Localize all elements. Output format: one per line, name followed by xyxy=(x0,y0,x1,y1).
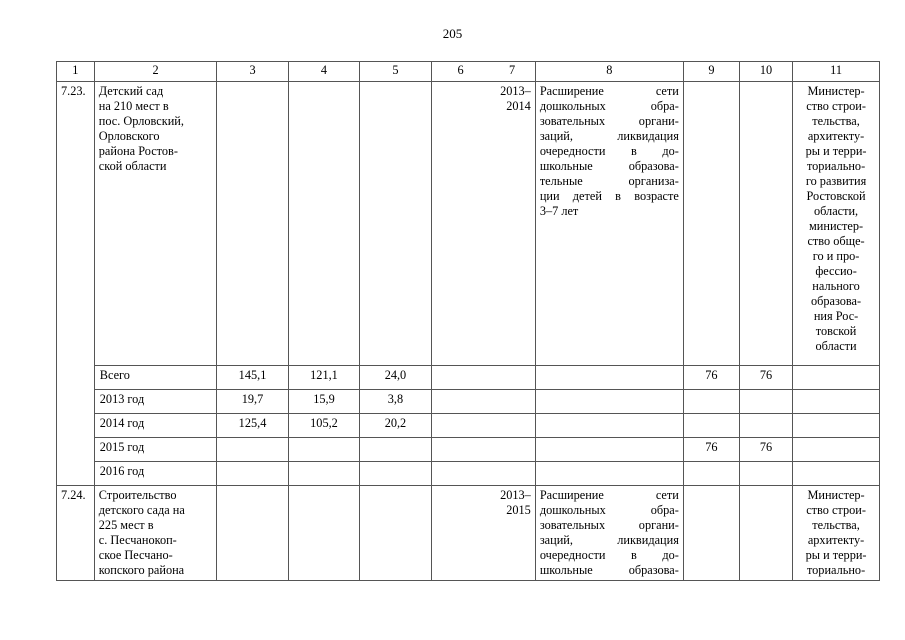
subrow-label: 2015 год xyxy=(94,438,217,462)
cell-empty xyxy=(793,462,880,486)
cell-empty xyxy=(288,486,359,581)
table-row xyxy=(57,390,880,414)
value-cell xyxy=(217,462,288,486)
value-cell xyxy=(740,390,793,414)
value-cell: 76 xyxy=(740,366,793,390)
item-number: 7.24. xyxy=(57,486,95,581)
cell-empty xyxy=(217,82,288,366)
header-cell: 10 xyxy=(740,62,793,82)
value-cell xyxy=(683,390,739,414)
page-number: 205 xyxy=(442,26,463,41)
table-row xyxy=(57,486,880,581)
cell-empty xyxy=(683,82,739,366)
item-number: 7.23. xyxy=(57,82,95,486)
subrow-label: 2014 год xyxy=(94,414,217,438)
value-cell: 20,2 xyxy=(360,414,431,438)
responsible-cell: Министер- ство строи- тельства, архитекту- ры и терри- ториально- xyxy=(793,486,880,581)
header-cell: 9 xyxy=(683,62,739,82)
item-name: Детский сад на 210 мест в пос. Орловский, Орловского района Ростов- ской области xyxy=(94,82,217,366)
cell-empty xyxy=(431,366,489,390)
header-cell: 5 xyxy=(360,62,431,82)
header-cell: 6 xyxy=(431,62,489,82)
value-cell xyxy=(740,462,793,486)
value-cell xyxy=(288,462,359,486)
table-row xyxy=(57,414,880,438)
cell-empty xyxy=(360,486,431,581)
cell-empty xyxy=(489,414,535,438)
cell-empty xyxy=(489,462,535,486)
value-cell: 125,4 xyxy=(217,414,288,438)
value-cell: 145,1 xyxy=(217,366,288,390)
cell-empty xyxy=(793,414,880,438)
cell-empty xyxy=(535,390,683,414)
cell-empty xyxy=(489,438,535,462)
cell-empty xyxy=(431,486,489,581)
table-row xyxy=(57,366,880,390)
value-cell xyxy=(288,438,359,462)
cell-empty xyxy=(431,82,489,366)
value-cell: 19,7 xyxy=(217,390,288,414)
value-cell: 121,1 xyxy=(288,366,359,390)
goal-cell: Расширение сети дошкольных обра- зовательных органи- заций, ликвидация очередности в до- школьные образова- xyxy=(535,486,683,581)
table-row xyxy=(57,82,880,366)
responsible-cell: Министер- ство строи- тельства, архитекту- ры и терри- ториально- го развития Ростовской области, министер- ство обще- го и про- фессио- нального образова- ния Рос- товской области xyxy=(793,82,880,366)
value-cell: 76 xyxy=(683,366,739,390)
cell-empty xyxy=(489,366,535,390)
value-cell xyxy=(360,462,431,486)
header-row xyxy=(57,62,880,82)
cell-empty xyxy=(740,486,793,581)
value-cell: 3,8 xyxy=(360,390,431,414)
header-cell: 2 xyxy=(94,62,217,82)
cell-empty xyxy=(431,390,489,414)
value-cell: 76 xyxy=(683,438,739,462)
cell-empty xyxy=(740,82,793,366)
value-cell xyxy=(217,438,288,462)
item-name: Строительство детского сада на 225 мест в с. Песчанокоп- ское Песчано- копского района xyxy=(94,486,217,581)
cell-empty xyxy=(535,462,683,486)
goal-cell: Расширение сети дошкольных обра- зовательных органи- заций, ликвидация очередности в до- школьные образова- тельные организа- ции детей в возрасте 3–7 лет xyxy=(535,82,683,366)
cell-empty xyxy=(793,390,880,414)
value-cell: 24,0 xyxy=(360,366,431,390)
value-cell xyxy=(740,414,793,438)
header-cell: 4 xyxy=(288,62,359,82)
subrow-label: 2016 год xyxy=(94,462,217,486)
value-cell xyxy=(683,462,739,486)
table-row xyxy=(57,438,880,462)
value-cell xyxy=(683,414,739,438)
cell-empty xyxy=(683,486,739,581)
cell-empty xyxy=(288,82,359,366)
cell-empty xyxy=(217,486,288,581)
cell-empty xyxy=(535,414,683,438)
table-row xyxy=(57,462,880,486)
subrow-label: 2013 год xyxy=(94,390,217,414)
header-cell: 3 xyxy=(217,62,288,82)
cell-empty xyxy=(535,438,683,462)
value-cell xyxy=(360,438,431,462)
cell-empty xyxy=(535,366,683,390)
header-cell: 11 xyxy=(793,62,880,82)
value-cell: 105,2 xyxy=(288,414,359,438)
period-cell: 2013– 2015 xyxy=(489,486,535,581)
value-cell: 15,9 xyxy=(288,390,359,414)
period-cell: 2013– 2014 xyxy=(489,82,535,366)
cell-empty xyxy=(431,462,489,486)
cell-empty xyxy=(431,414,489,438)
value-cell: 76 xyxy=(740,438,793,462)
program-table xyxy=(56,61,880,581)
cell-empty xyxy=(360,82,431,366)
header-cell: 7 xyxy=(489,62,535,82)
cell-empty xyxy=(793,366,880,390)
cell-empty xyxy=(489,390,535,414)
subrow-label: Всего xyxy=(94,366,217,390)
header-cell: 8 xyxy=(535,62,683,82)
header-cell: 1 xyxy=(57,62,95,82)
cell-empty xyxy=(431,438,489,462)
cell-empty xyxy=(793,438,880,462)
